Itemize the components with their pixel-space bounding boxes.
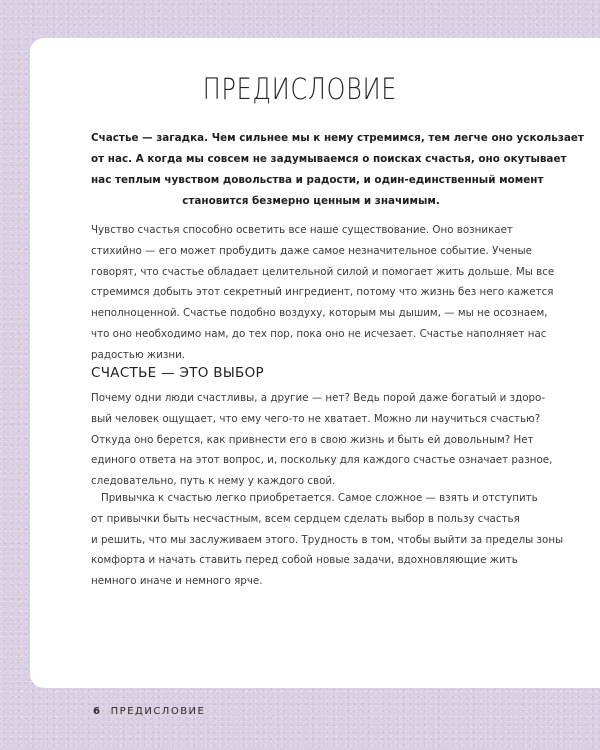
text-line: стихийно — его может пробудить даже самое незначительное событие. Ученые — [91, 244, 532, 257]
lead-line: Счастье — загадка. Чем сильнее мы к нему стремимся, тем легче оно ускользает — [91, 132, 584, 144]
text-line: вый человек ощущает, что ему чего-то не хватает. Можно ли научиться счастью? — [91, 412, 541, 425]
text-line: что оно необходимо нам, до тех пор, пока оно не исчезает. Счастье наполняет нас — [91, 327, 547, 340]
lead-line: от нас. А когда мы совсем не задумываемся о поисках счастья, оно окутывает — [91, 153, 567, 165]
text-line: Привычка к счастью легко приобретается. Самое сложное — взять и отступить — [101, 492, 538, 504]
page-footer — [93, 706, 205, 717]
footer-section-label: ПРЕДИСЛОВИЕ — [110, 706, 206, 717]
lead-line: становится безмерно ценным и значимым. — [182, 195, 440, 207]
text-line: следовательно, путь к нему у каждого свой. — [91, 475, 336, 488]
text-line: говорят, что счастье обладает целительной силой и помогает жить дольше. Мы все — [91, 265, 555, 278]
text-line: Откуда оно берется, как привнести его в свою жизнь и быть ей довольным? Нет — [91, 433, 534, 446]
lead-paragraph — [91, 128, 584, 212]
text-line: единого ответа на этот вопрос, и, поскольку для каждого счастье означает разное, — [91, 454, 553, 467]
body-paragraph — [91, 220, 555, 366]
text-line: радостью жизни. — [91, 348, 186, 361]
section-heading: СЧАСТЬЕ — ЭТО ВЫБОР — [91, 365, 264, 381]
body-paragraph — [91, 388, 553, 492]
text-line: комфорта и начать ставить перед собой новые задачи, вдохновляющие жить — [91, 554, 518, 567]
text-line: стремимся добыть этот секретный ингредиент, потому что жизнь без него кажется — [91, 286, 554, 299]
text-line: неполноценной. Счастье подобно воздуху, которым мы дышим, — мы не осознаем, — [91, 307, 548, 320]
lead-line: нас теплым чувством довольства и радости, и один-единственный момент — [91, 174, 544, 186]
text-line: немного иначе и немного ярче. — [91, 575, 263, 588]
text-line: и решить, что мы заслуживаем этого. Трудность в том, чтобы выйти за пределы зоны — [91, 533, 564, 546]
body-paragraph — [91, 488, 564, 592]
page-title: ПРЕДИСЛОВИЕ — [202, 72, 398, 106]
text-line: Чувство счастья способно осветить все наше существование. Оно возникает — [91, 224, 513, 236]
text-line: от привычки быть несчастным, всем сердцем сделать выбор в пользу счастья — [91, 512, 520, 525]
page-number: 6 — [93, 706, 100, 717]
text-line: Почему одни люди счастливы, а другие — нет? Ведь порой даже богатый и здоро- — [91, 392, 546, 404]
